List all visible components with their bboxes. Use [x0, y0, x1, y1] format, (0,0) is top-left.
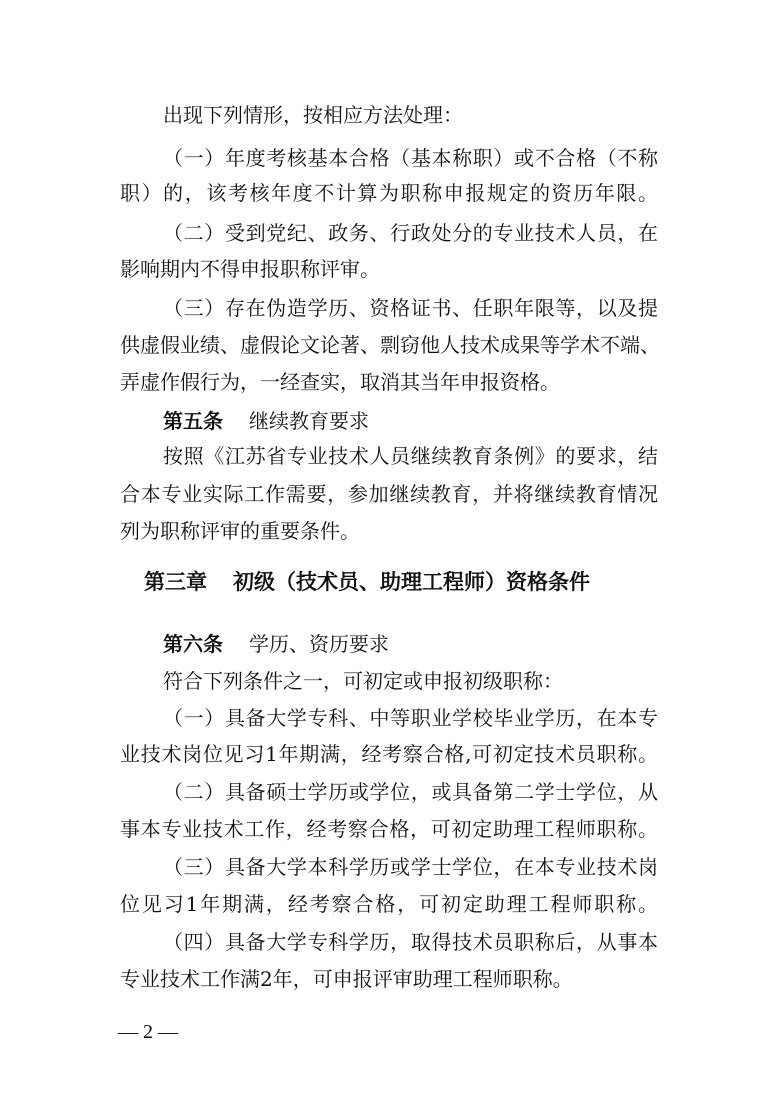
- paragraph-line: 符合下列条件之一，可初定或申报初级职称：: [163, 669, 563, 693]
- paragraph-line: （四）具备大学专科学历，取得技术员职称后，从事本: [163, 930, 658, 954]
- paragraph-line: 供虚假业绩、虚假论文论著、剽窃他人技术成果等学术不端、: [120, 333, 660, 357]
- page-number: — 2 —: [118, 1021, 178, 1043]
- paragraph-line: 出现下列情形，按相应方法处理：: [163, 103, 463, 127]
- paragraph-line: （一）具备大学专科、中等职业学校毕业学历，在本专: [163, 706, 658, 730]
- article-6-title: 学历、资历要求: [249, 632, 389, 656]
- paragraph-line: 事本专业技术工作，经考察合格，可初定助理工程师职称。: [120, 817, 658, 841]
- paragraph-line: 按照《江苏省专业技术人员继续教育条例》的要求，结: [163, 444, 658, 468]
- paragraph-line: （三）存在伪造学历、资格证书、任职年限等，以及提: [163, 296, 658, 320]
- article-5-label: 第五条: [163, 409, 223, 433]
- article-6-heading: [163, 631, 389, 657]
- paragraph-line: 影响期内不得申报职称评审。: [120, 257, 380, 281]
- paragraph-line: 弄虚作假行为，一经查实，取消其当年申报资格。: [120, 370, 560, 394]
- article-5-heading: [163, 408, 369, 434]
- paragraph-line: 专业技术工作满2年，可申报评审助理工程师职称。: [120, 967, 573, 991]
- paragraph-line: 职）的，该考核年度不计算为职称申报规定的资历年限。: [120, 181, 658, 205]
- paragraph-line: （一）年度考核基本合格（基本称职）或不合格（不称: [163, 146, 658, 170]
- paragraph-line: 列为职称评审的重要条件。: [120, 519, 360, 543]
- paragraph-line: 位见习1年期满，经考察合格，可初定助理工程师职称。: [120, 892, 658, 916]
- article-5-title: 继续教育要求: [249, 409, 369, 433]
- article-6-label: 第六条: [163, 632, 223, 656]
- chapter-3-heading: [144, 568, 590, 596]
- paragraph-line: 合本专业实际工作需要，参加继续教育，并将继续教育情况: [120, 482, 658, 506]
- chapter-3-label: 第三章: [144, 570, 207, 594]
- paragraph-line: 业技术岗位见习1年期满，经考察合格,可初定技术员职称。: [120, 742, 658, 766]
- chapter-3-title: 初级（技术员、助理工程师）资格条件: [233, 570, 590, 594]
- paragraph-line: （三）具备大学本科学历或学士学位，在本专业技术岗: [163, 855, 658, 879]
- paragraph-line: （二）受到党纪、政务、行政处分的专业技术人员，在: [163, 221, 658, 245]
- paragraph-line: （二）具备硕士学历或学位，或具备第二学士学位，从: [163, 780, 658, 804]
